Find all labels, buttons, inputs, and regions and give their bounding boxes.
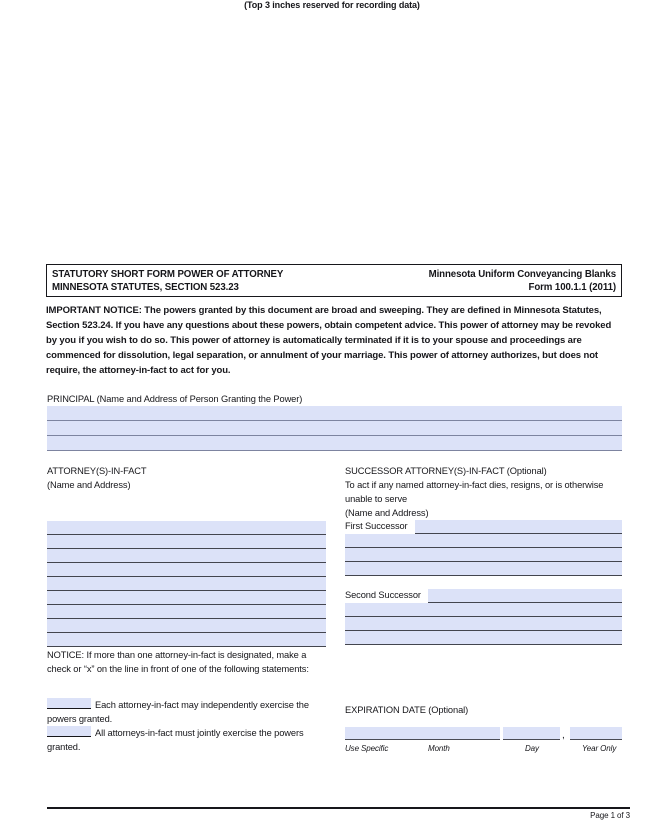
- month-label: Month: [428, 744, 450, 753]
- important-notice: IMPORTANT NOTICE: The powers granted by this document are broad and sweeping. They are defined in Minnesota Statutes, Section 523.24. If you have any questions about these powers, obtain competent advice. This power of attorney may be revoked by you if you wish to do so. This power of attorney is automatically terminated if it is to your spouse and proceedings are commenced for dissolution, legal separation, or annulment of your marriage. This power of attorney authorizes, but does not require, the attorney-in-fact to act for you.: [46, 305, 612, 376]
- first-successor-field[interactable]: [415, 520, 622, 534]
- statement-independent-blank[interactable]: [47, 698, 91, 709]
- expiration-day-field[interactable]: [503, 727, 560, 740]
- form-id-block: [429, 268, 616, 294]
- second-successor-field[interactable]: [428, 589, 622, 603]
- attorneys-heading: ATTORNEY(S)-IN-FACT: [47, 466, 147, 476]
- recording-data-note: (Top 3 inches reserved for recording data): [244, 0, 420, 10]
- second-successor-field-row[interactable]: [345, 617, 622, 631]
- multiple-attorneys-notice: NOTICE: If more than one attorney-in-fact is designated, make a check or “x” on the line in front of one of the following statements:: [47, 650, 309, 674]
- use-specific-label: Use Specific: [345, 744, 389, 753]
- statements-block: [47, 698, 326, 754]
- second-successor-field-row[interactable]: [345, 631, 622, 645]
- attorney-field-row[interactable]: [47, 591, 326, 605]
- attorneys-fields: [47, 521, 326, 647]
- first-successor-field-row[interactable]: [345, 534, 622, 548]
- statement-independent: [47, 698, 326, 726]
- attorneys-heading-block: [47, 464, 326, 492]
- attorney-field-row[interactable]: [47, 619, 326, 633]
- first-successor-field-row[interactable]: [345, 548, 622, 562]
- footer-rule: [47, 807, 630, 809]
- statement-joint: [47, 726, 326, 754]
- expiration-fields: [345, 727, 622, 759]
- form-number: Form 100.1.1 (2011): [528, 281, 616, 293]
- attorney-field-row[interactable]: [47, 633, 326, 647]
- second-successor-field-row[interactable]: [345, 603, 622, 617]
- form-statute: MINNESOTA STATUTES, SECTION 523.23: [52, 281, 239, 293]
- second-successor-label: Second Successor: [345, 589, 428, 603]
- principal-field-row[interactable]: [47, 406, 622, 421]
- expiration-month-field[interactable]: [345, 727, 500, 740]
- principal-field-row[interactable]: [47, 436, 622, 451]
- principal-field-row[interactable]: [47, 421, 622, 436]
- principal-label: PRINCIPAL (Name and Address of Person Granting the Power): [47, 394, 303, 404]
- statement-joint-blank[interactable]: [47, 726, 91, 737]
- attorney-field-row[interactable]: [47, 535, 326, 549]
- expiration-comma: ,: [562, 730, 565, 741]
- attorneys-subheading: (Name and Address): [47, 480, 131, 490]
- day-label: Day: [525, 744, 539, 753]
- successors-description: To act if any named attorney-in-fact dies, resigns, or is otherwise unable to serve: [345, 480, 604, 504]
- successors-heading: SUCCESSOR ATTORNEY(S)-IN-FACT (Optional): [345, 466, 547, 476]
- form-title-block: [52, 268, 283, 294]
- second-successor-row: [345, 589, 622, 603]
- first-successor-row: [345, 520, 622, 534]
- year-only-label: Year Only: [582, 744, 617, 753]
- principal-fields: [47, 406, 622, 451]
- second-successor-fields: [345, 589, 622, 645]
- expiration-year-field[interactable]: [570, 727, 622, 740]
- first-successor-label: First Successor: [345, 520, 415, 534]
- attorney-field-row[interactable]: [47, 563, 326, 577]
- expiration-heading: EXPIRATION DATE (Optional): [345, 705, 469, 715]
- page-number: Page 1 of 3: [590, 811, 630, 820]
- first-successor-field-row[interactable]: [345, 562, 622, 576]
- attorney-field-row[interactable]: [47, 521, 326, 535]
- statement-joint-text: All attorneys-in-fact must jointly exercise the powers granted.: [47, 728, 304, 752]
- first-successor-fields: [345, 520, 622, 576]
- successors-heading-block: [345, 464, 622, 520]
- conveyancing-blanks-label: Minnesota Uniform Conveyancing Blanks: [428, 268, 616, 280]
- form-title: STATUTORY SHORT FORM POWER OF ATTORNEY: [52, 268, 284, 280]
- form-header-box: [46, 264, 622, 297]
- attorney-field-row[interactable]: [47, 549, 326, 563]
- attorney-field-row[interactable]: [47, 577, 326, 591]
- successors-subheading: (Name and Address): [345, 508, 429, 518]
- statement-independent-text: Each attorney-in-fact may independently exercise the powers granted.: [47, 700, 309, 724]
- attorney-field-row[interactable]: [47, 605, 326, 619]
